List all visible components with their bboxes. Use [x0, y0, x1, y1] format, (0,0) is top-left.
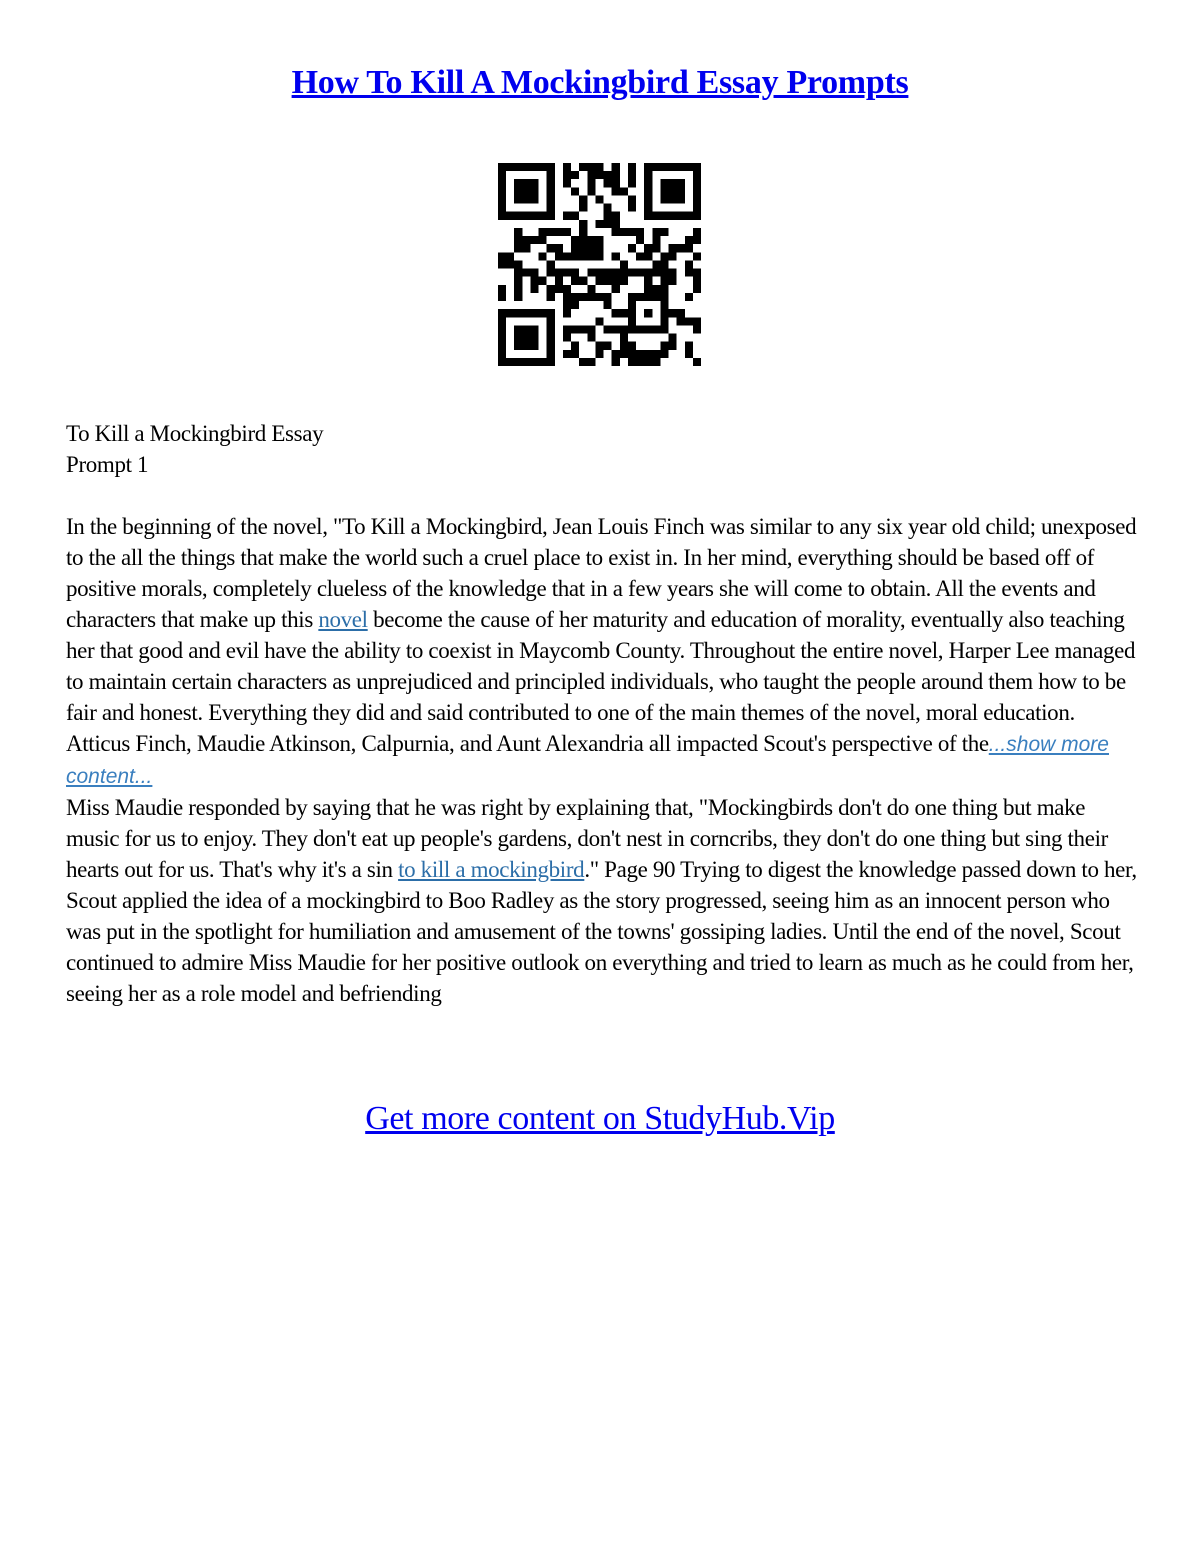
paragraph-2-text-a: Miss Maudie responded by saying that he was right by explaining that, "Mockingbirds don't do one thing but make music for us to enjoy. They don't eat up people's gardens, don't nest in corncribs, they don't do one thing but sing their hearts out for us. That's why it's a sin: [66, 795, 1108, 882]
mockingbird-link[interactable]: to kill a mockingbird: [398, 857, 585, 882]
document-title-link[interactable]: How To Kill A Mockingbird Essay Prompts: [291, 64, 909, 101]
novel-link[interactable]: novel: [318, 607, 368, 632]
qr-code-icon: [498, 163, 701, 366]
studyhub-footer-link[interactable]: Get more content on StudyHub.Vip: [365, 1100, 835, 1137]
paragraph-1-text-b: become the cause of her maturity and education of morality, eventually also teaching her that good and evil have the ability to coexist in Maycomb County. Throughout the entire novel, Harper Lee managed to maintain certain characters as unprejudiced and principled individuals, who taught the people around them how to be fair and honest. Everything they did and said contributed to one of the main themes of the novel, moral education. Atticus Finch, Maudie Atkinson, Calpurnia, and Aunt Alexandria all impacted Scout's perspective of the: [66, 607, 1136, 756]
show-more-link[interactable]: ...show more content...: [66, 733, 1109, 788]
paragraph-2-text-b: ." Page 90 Trying to digest the knowledge passed down to her, Scout applied the idea of a mockingbird to Boo Radley as the story progressed, seeing him as an innocent person who was put in the spotlight for humiliation and amusement of the towns' gossiping ladies. Until the end of the novel, Scout continued to admire Miss Maudie for her positive outlook on everything and tried to learn as much as he could from her, seeing her as a role model and befriending: [66, 857, 1137, 1006]
essay-heading-line2: Prompt 1: [66, 452, 149, 477]
essay-heading-line1: To Kill a Mockingbird Essay: [66, 421, 324, 446]
essay-body: [66, 418, 1141, 1009]
paragraph-1-text-a: In the beginning of the novel, "To Kill a Mockingbird, Jean Louis Finch was similar to any six year old child; unexposed to the all the things that make the world such a cruel place to exist in. In her mind, everything should be based off of positive morals, completely clueless of the knowledge that in a few years she will come to obtain. All the events and characters that make up this: [66, 514, 1137, 632]
essay-paragraph-2: [66, 792, 1141, 1009]
essay-paragraph-1: [66, 511, 1141, 792]
